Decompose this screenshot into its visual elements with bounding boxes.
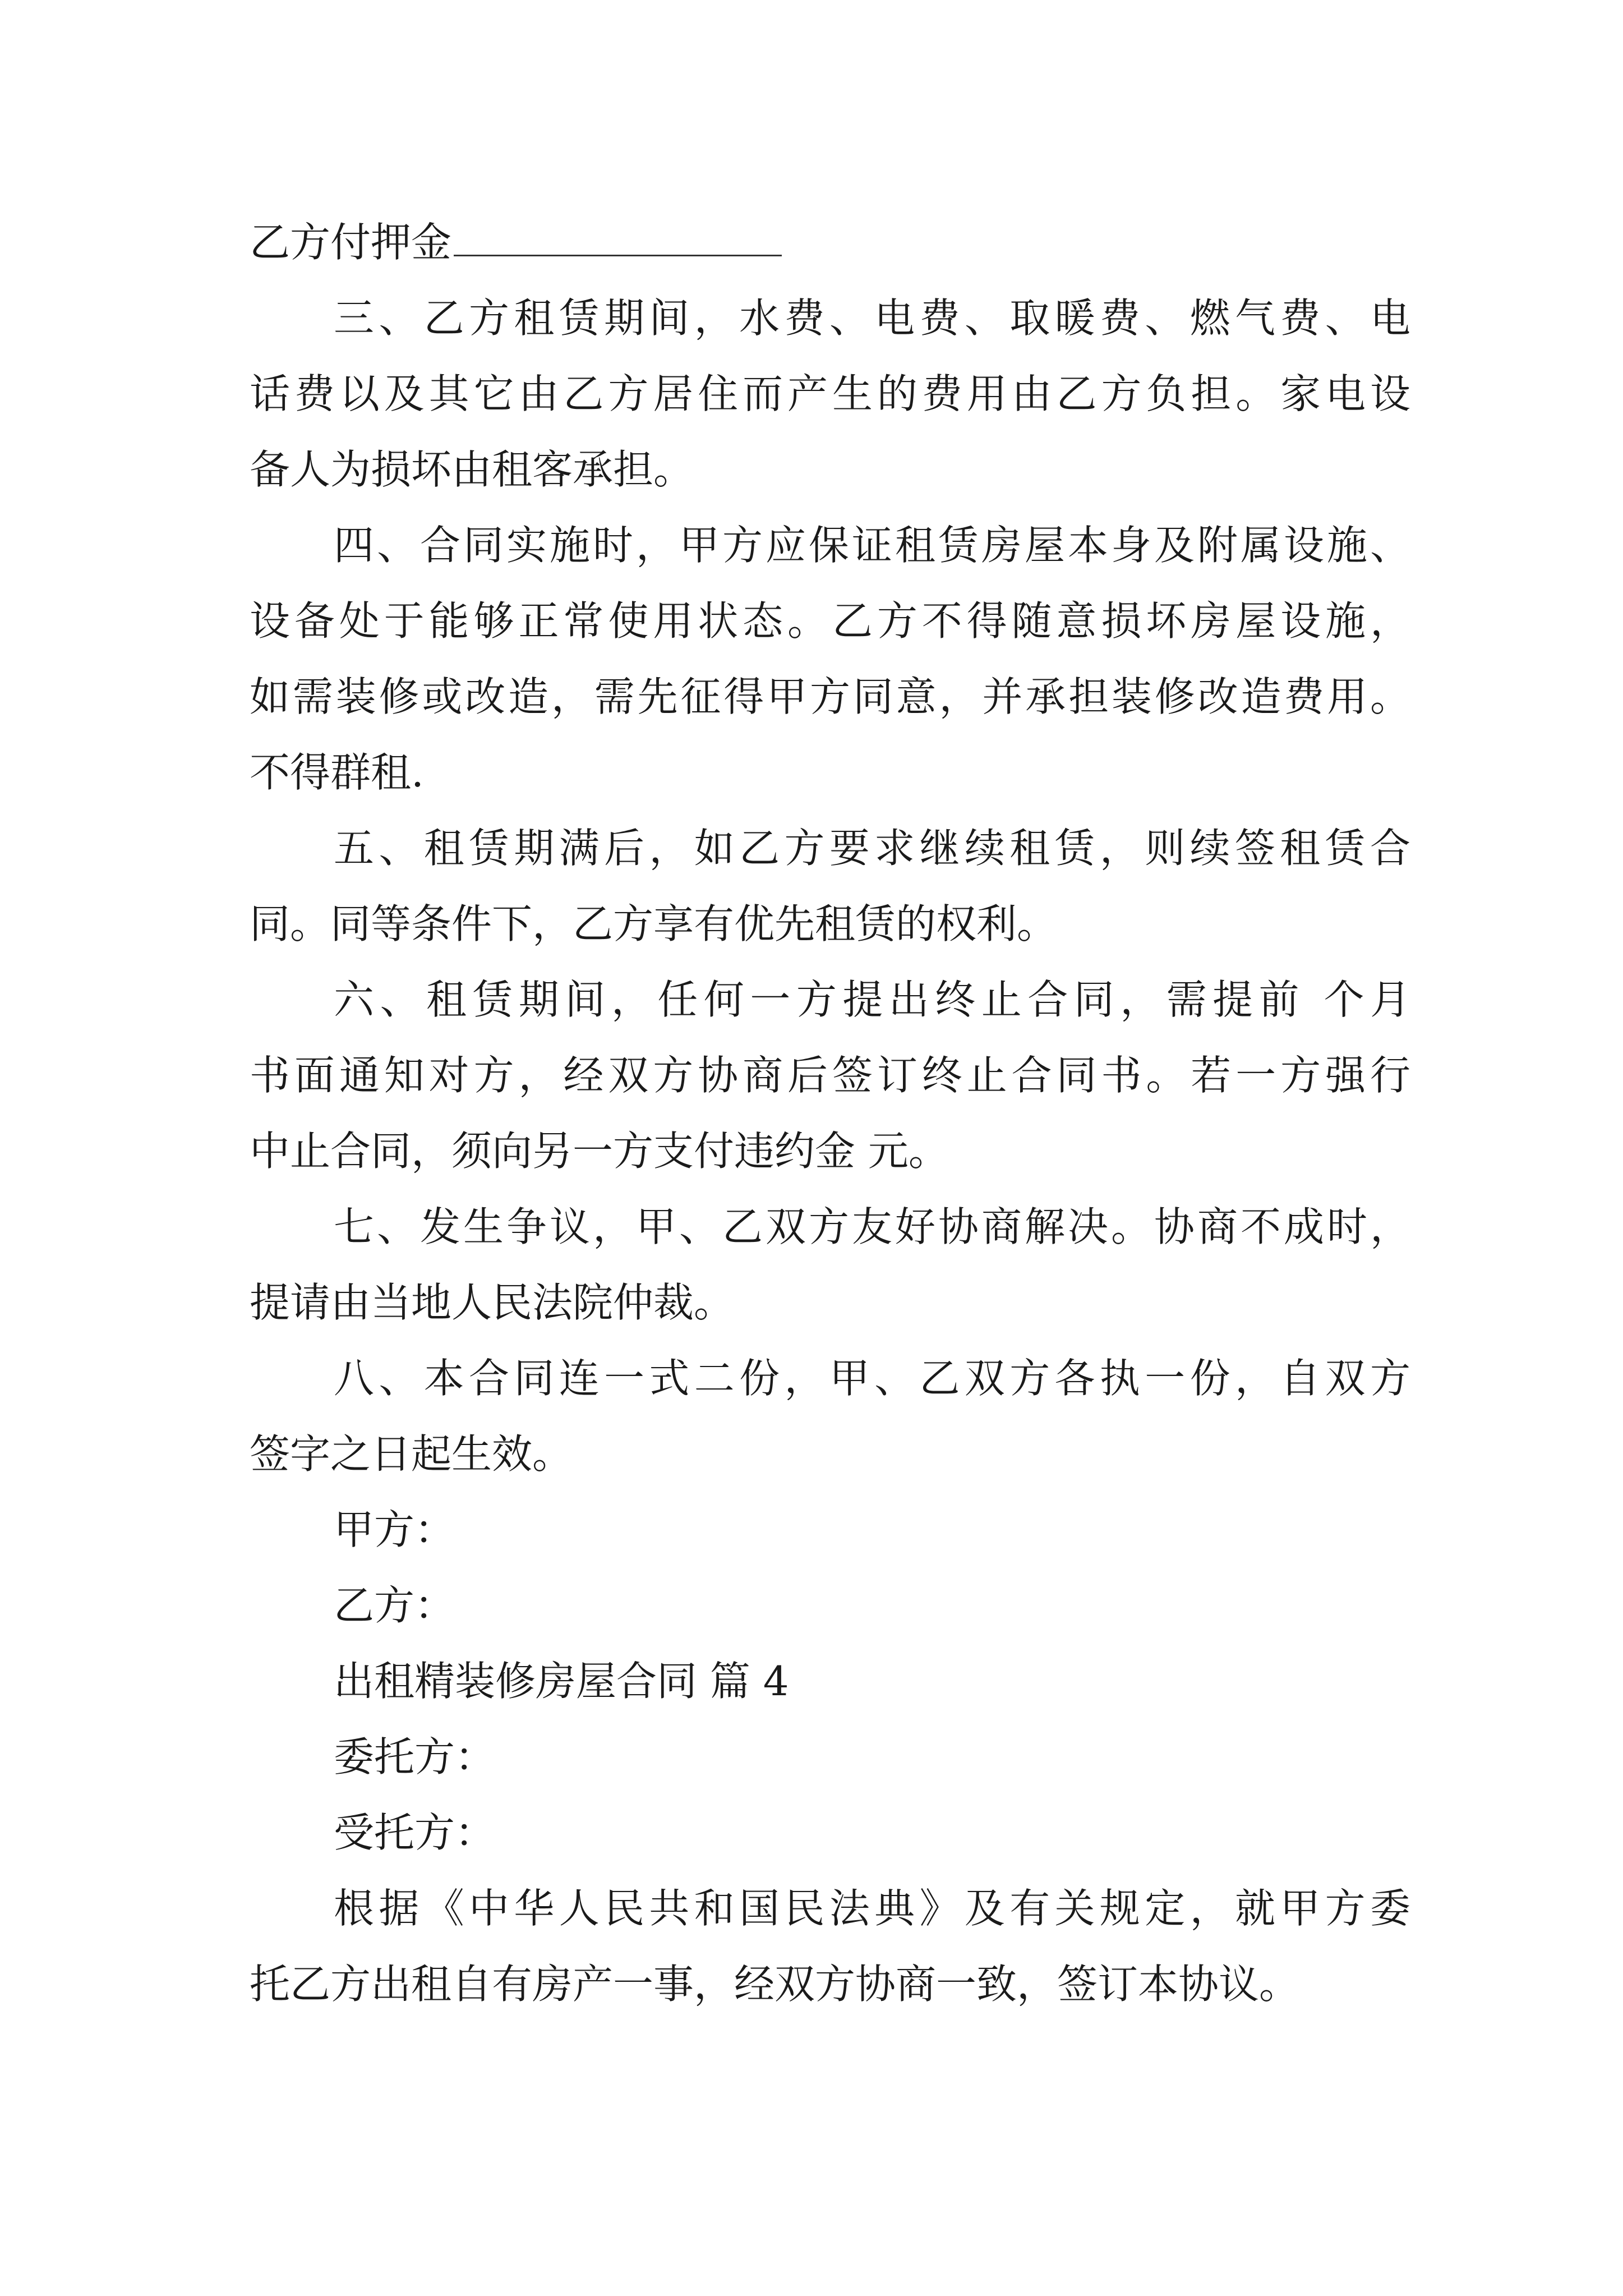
- clause-7-line-2: 提请由当地人民法院仲裁。: [250, 1279, 735, 1326]
- clause-6-line-2: 书面通知对方，经双方协商后签订终止合同书。若一方强行: [250, 1052, 1410, 1099]
- clause-3-line-3: 备人为损坏由租客承担。: [250, 446, 694, 493]
- clause-4-line-3: 如需装修或改造，需先征得甲方同意，并承担装修改造费用。: [250, 673, 1410, 720]
- clause-5-line-1: 五、租赁期满后，如乙方要求继续租赁，则续签租赁合: [334, 825, 1410, 872]
- clause-7-line-1: 七、发生争议，甲、乙双方友好协商解决。协商不成时，: [334, 1203, 1410, 1250]
- intro-line-1: 根据《中华人民共和国民法典》及有关规定，就甲方委: [334, 1885, 1410, 1932]
- clause-3-line-1: 三、乙方租赁期间，水费、电费、取暖费、燃气费、电: [334, 295, 1410, 342]
- clause-4-line-2: 设备处于能够正常使用状态。乙方不得随意损坏房屋设施，: [250, 597, 1410, 645]
- clause-4-line-4: 不得群租.: [250, 749, 424, 796]
- deposit-label: 乙方付押金: [250, 219, 452, 266]
- clause-6-line-1: 六、租赁期间，任何一方提出终止合同，需提前 个月: [334, 976, 1410, 1023]
- clause-5-line-2: 同。同等条件下，乙方享有优先租赁的权利。: [250, 900, 1058, 947]
- intro-line-2: 托乙方出租自有房产一事，经双方协商一致，签订本协议。: [250, 1961, 1300, 2008]
- clause-8-line-2: 签字之日起生效。: [250, 1430, 573, 1478]
- principal-line: 委托方：: [334, 1733, 496, 1780]
- clause-3-line-2: 话费以及其它由乙方居住而产生的费用由乙方负担。家电设: [250, 370, 1410, 417]
- clause-6-line-3: 中止合同，须向另一方支付违约金 元。: [250, 1128, 949, 1175]
- clause-4-line-1: 四、合同实施时，甲方应保证租赁房屋本身及附属设施、: [334, 522, 1410, 569]
- clause-8-line-1: 八、本合同连一式二份，甲、乙双方各执一份，自双方: [334, 1355, 1410, 1402]
- party-b-signature-line: 乙方：: [334, 1582, 455, 1629]
- document-body: [250, 205, 1410, 2022]
- section-heading: 出租精装修房屋合同 篇 4: [334, 1658, 789, 1705]
- party-a-signature-line: 甲方：: [334, 1506, 455, 1553]
- agent-line: 受托方：: [334, 1809, 496, 1856]
- deposit-blank: [454, 210, 782, 256]
- deposit-line: [250, 205, 1410, 280]
